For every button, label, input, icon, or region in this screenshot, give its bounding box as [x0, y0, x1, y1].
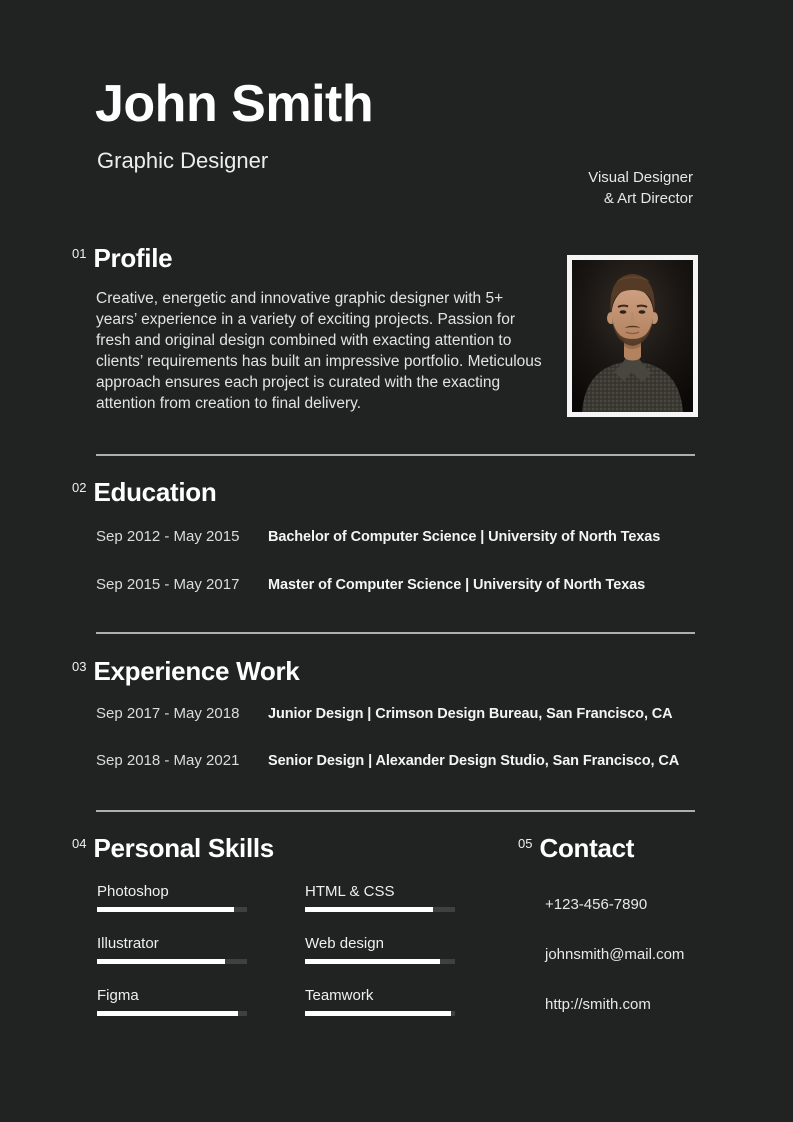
skills-grid [97, 883, 455, 1016]
skill-bar-fill [305, 959, 440, 964]
skill-bar-track [97, 907, 247, 912]
education-description: Bachelor of Computer Science | University of North Texas [268, 529, 661, 545]
skill-bar-fill [97, 959, 225, 964]
skill-bar-track [305, 959, 455, 964]
skill-item [97, 987, 247, 1016]
contact-section-heading [518, 833, 634, 864]
skills-section-heading [72, 833, 274, 864]
education-dates: Sep 2015 - May 2017 [96, 576, 240, 593]
skill-bar-fill [97, 1011, 238, 1016]
experience-section-heading [72, 656, 299, 687]
skill-bar-fill [305, 1011, 451, 1016]
profile-summary-text: Creative, energetic and innovative graphic designer with 5+ years’ experience in a variety of exciting projects. Passion for fresh and original design combined with exacting attention to clients’ requirements has built an impressive portfolio. Meticulous approach ensures each project is curated with the exacting attention from creation to final delivery. [96, 290, 542, 412]
skill-bar-fill [97, 907, 234, 912]
skill-item [97, 883, 247, 912]
profile-section-heading [72, 243, 172, 274]
contact-phone: +123-456-7890 [545, 896, 648, 913]
contact-list [545, 896, 684, 1046]
tagline-line-2: & Art Director [603, 190, 693, 207]
skill-bar-fill [305, 907, 433, 912]
section-divider [96, 632, 695, 634]
education-section-heading [72, 477, 216, 508]
section-divider [96, 454, 695, 456]
contact-section-number: 05 [518, 836, 533, 851]
person-job-title: Graphic Designer [97, 148, 269, 173]
education-row [96, 528, 660, 545]
person-name: John Smith [95, 75, 374, 133]
skill-label: Teamwork [305, 987, 374, 1004]
tagline-line-1: Visual Designer [588, 169, 693, 186]
skills-section-number: 04 [72, 836, 87, 851]
skill-label: Illustrator [97, 935, 159, 952]
skill-item [305, 935, 455, 964]
contact-email: johnsmith@mail.com [545, 946, 685, 963]
contact-website: http://smith.com [545, 996, 651, 1013]
skill-item [97, 935, 247, 964]
contact-section-title: Contact [539, 833, 635, 863]
header-tagline [588, 167, 693, 209]
experience-description: Junior Design | Crimson Design Bureau, San Francisco, CA [268, 706, 673, 722]
skill-label: HTML & CSS [305, 883, 395, 900]
skills-section-title: Personal Skills [93, 833, 274, 863]
education-row [96, 576, 645, 593]
education-description: Master of Computer Science | University of North Texas [268, 577, 646, 593]
experience-row [96, 752, 679, 769]
experience-dates: Sep 2018 - May 2021 [96, 752, 240, 769]
profile-section-title: Profile [93, 243, 173, 273]
skill-label: Photoshop [97, 883, 169, 900]
skill-item [305, 987, 455, 1016]
education-section-number: 02 [72, 480, 87, 495]
profile-section-number: 01 [72, 246, 87, 261]
skill-bar-track [305, 907, 455, 912]
skill-label: Figma [97, 987, 139, 1004]
skill-label: Web design [305, 935, 384, 952]
education-dates: Sep 2012 - May 2015 [96, 528, 240, 545]
portrait-illustration [572, 260, 693, 412]
education-section-title: Education [93, 477, 217, 507]
skill-bar-track [305, 1011, 455, 1016]
skill-bar-track [97, 959, 247, 964]
section-divider [96, 810, 695, 812]
experience-section-number: 03 [72, 659, 87, 674]
skill-item [305, 883, 455, 912]
profile-photo [567, 255, 698, 417]
experience-section-title: Experience Work [93, 656, 300, 686]
experience-dates: Sep 2017 - May 2018 [96, 705, 240, 722]
experience-description: Senior Design | Alexander Design Studio, San Francisco, CA [268, 753, 680, 769]
skill-bar-track [97, 1011, 247, 1016]
experience-row [96, 705, 673, 722]
